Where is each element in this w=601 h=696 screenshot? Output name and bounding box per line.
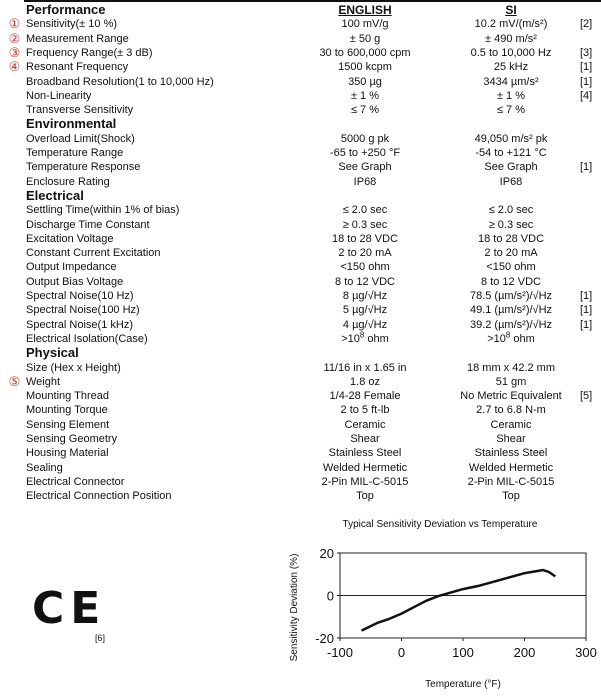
value-exponent: 8 — [505, 330, 511, 340]
top-rule — [24, 0, 601, 2]
spec-label: Transverse Sensitivity — [26, 104, 134, 117]
value-base: >10 — [341, 332, 360, 345]
si-value: 2.7 to 6.8 N-m — [476, 404, 546, 417]
si-value: 51 gm — [495, 375, 527, 388]
english-value: 350 µg — [348, 75, 382, 88]
spec-row — [0, 203, 601, 217]
section-title: Environmental — [26, 116, 117, 132]
si-value: ≥ 0.3 sec — [488, 218, 534, 231]
spec-label: Output Impedance — [26, 261, 117, 274]
english-value: 1500 kcpm — [338, 61, 392, 74]
spec-label: Non-Linearity — [26, 89, 92, 102]
section-header-physical — [0, 346, 601, 360]
spec-label: Excitation Voltage — [26, 232, 114, 245]
english-value: 1/4-28 Female — [329, 390, 401, 403]
english-value: ≥ 0.3 sec — [342, 218, 388, 231]
spec-row — [0, 418, 601, 432]
y-tick-label: 20 — [319, 546, 334, 561]
spec-label: Spectral Noise(10 Hz) — [26, 290, 134, 302]
si-value: ≤ 7 % — [496, 104, 526, 117]
spec-label: Housing Material — [26, 447, 109, 460]
english-value: 2-Pin MIL-C-5015 — [321, 475, 409, 488]
si-value: ± 1 % — [496, 89, 526, 102]
si-value — [442, 332, 580, 346]
footnote-ref: [1] — [580, 318, 593, 331]
value-exponent: 8 — [359, 330, 365, 340]
english-value: 5000 g pk — [340, 132, 390, 145]
si-value: 3434 µm/s² — [483, 75, 539, 88]
si-value: 8 to 12 VDC — [481, 275, 541, 288]
callout-number-icon: ④ — [8, 59, 21, 75]
spec-row — [0, 446, 601, 460]
si-value: 49.1 (µm/s²)/√Hz — [469, 304, 553, 317]
spec-row — [0, 489, 601, 503]
english-value: 100 mV/g — [341, 18, 389, 31]
spec-row — [0, 332, 601, 346]
spec-row — [0, 75, 601, 89]
english-value: 5 µg/√Hz — [342, 304, 388, 317]
spec-label: Output Bias Voltage — [26, 275, 124, 288]
si-value: 39.2 (µm/s²)/√Hz — [469, 318, 553, 331]
si-value: 25 kHz — [493, 61, 529, 74]
english-value: Stainless Steel — [328, 447, 402, 460]
spec-row — [0, 175, 601, 189]
english-value: 2 to 20 mA — [338, 247, 392, 260]
english-value: 8 to 12 VDC — [335, 275, 395, 288]
value-unit: ohm — [364, 332, 389, 345]
english-value: Ceramic — [344, 418, 386, 431]
english-value: 18 to 28 VDC — [331, 232, 399, 245]
callout-number-icon: ③ — [8, 44, 21, 60]
y-tick-label: 0 — [326, 588, 334, 604]
english-value: ± 1 % — [350, 89, 380, 102]
spec-label: Size (Hex x Height) — [26, 361, 121, 374]
spec-label: Overload Limit(Shock) — [26, 132, 135, 145]
english-value: ± 50 g — [349, 32, 381, 45]
sensitivity-temperature-chart — [280, 530, 601, 696]
english-value: 30 to 600,000 cpm — [319, 46, 411, 59]
si-value: ≤ 2.0 sec — [488, 204, 534, 217]
si-value: Welded Hermetic — [468, 461, 554, 474]
si-value: 49,050 m/s² pk — [474, 132, 548, 145]
english-value: 1.8 oz — [350, 375, 380, 388]
english-value: ≤ 2.0 sec — [342, 204, 388, 217]
chart-title: Typical Sensitivity Deviation vs Temperature — [342, 519, 538, 530]
section-header-electrical — [0, 189, 601, 203]
english-value: Top — [356, 490, 374, 503]
footnote-ref: [2] — [580, 18, 593, 31]
spec-label: Temperature Response — [26, 161, 141, 174]
x-tick-label: 300 — [575, 645, 597, 660]
spec-label: Broadband Resolution(1 to 10,000 Hz) — [26, 75, 214, 88]
english-value: 4 µg/√Hz — [342, 318, 388, 331]
spec-label: Weight — [26, 375, 61, 388]
spec-row — [0, 375, 601, 389]
spec-label: Constant Current Excitation — [26, 247, 161, 260]
english-value: Welded Hermetic — [322, 461, 408, 474]
si-value: 78.5 (µm/s²)/√Hz — [469, 290, 553, 302]
english-value: -65 to +250 °F — [329, 147, 401, 159]
footnote-ref: [1] — [580, 75, 593, 88]
footnote-ref: [1] — [580, 61, 593, 74]
english-value: 8 µg/√Hz — [342, 290, 388, 302]
spec-row — [0, 246, 601, 260]
english-value: Shear — [350, 433, 380, 445]
spec-row — [0, 89, 601, 103]
si-value: 2-Pin MIL-C-5015 — [467, 475, 555, 488]
spec-label: Measurement Range — [26, 32, 129, 45]
spec-row — [0, 160, 601, 174]
footnote-ref: [1] — [580, 304, 593, 317]
si-value: See Graph — [484, 161, 538, 174]
si-value: 0.5 to 10,000 Hz — [470, 46, 552, 59]
spec-row — [0, 60, 601, 74]
spec-row — [0, 32, 601, 46]
section-header-performance — [0, 3, 601, 17]
spec-row — [0, 432, 601, 446]
spec-label: Spectral Noise(1 kHz) — [26, 318, 133, 331]
si-value: 18 to 28 VDC — [477, 232, 545, 245]
english-value: 2 to 5 ft-lb — [340, 404, 390, 417]
footnote-ref: [3] — [580, 46, 593, 59]
value-base: >10 — [487, 332, 506, 345]
spec-row — [0, 475, 601, 489]
spec-label: Mounting Thread — [26, 390, 109, 403]
spec-row — [0, 232, 601, 246]
spec-row — [0, 303, 601, 317]
spec-row — [0, 275, 601, 289]
spec-label: Discharge Time Constant — [26, 218, 150, 231]
spec-row — [0, 318, 601, 332]
x-axis-label: Temperature (°F) — [425, 679, 501, 690]
spec-label: Spectral Noise(100 Hz) — [26, 304, 140, 317]
si-value: 10.2 mV/(m/s²) — [474, 18, 548, 31]
spec-label: Resonant Frequency — [26, 61, 129, 74]
spec-row — [0, 289, 601, 303]
spec-label: Electrical Connection Position — [26, 490, 172, 503]
spec-row — [0, 17, 601, 31]
x-tick-label: 200 — [513, 645, 536, 660]
callout-number-icon: ① — [8, 16, 21, 32]
spec-row — [0, 361, 601, 375]
spec-label: Sensing Geometry — [26, 433, 118, 445]
spec-label: Temperature Range — [26, 147, 124, 159]
english-value: ≤ 7 % — [350, 104, 380, 117]
spec-label: Enclosure Rating — [26, 175, 110, 188]
si-value: Ceramic — [490, 418, 532, 431]
spec-row — [0, 389, 601, 403]
si-value: 18 mm x 42.2 mm — [466, 361, 556, 374]
spec-row — [0, 146, 601, 160]
spec-row — [0, 403, 601, 417]
english-value: IP68 — [353, 175, 377, 188]
y-tick-label: -20 — [315, 631, 334, 646]
x-tick-label: -100 — [326, 645, 354, 660]
si-value: 2 to 20 mA — [484, 247, 538, 260]
spec-label: Sensing Element — [26, 418, 110, 431]
footnote-ref: [1] — [580, 161, 593, 174]
x-tick-label: 100 — [452, 645, 474, 660]
callout-number-icon: ⑤ — [8, 373, 21, 389]
si-value: ± 490 m/s² — [485, 32, 537, 45]
ce-footnote: [6] — [95, 633, 106, 643]
spec-row — [0, 218, 601, 232]
si-value: Top — [502, 490, 520, 503]
si-value: Stainless Steel — [474, 447, 548, 460]
spec-row — [0, 132, 601, 146]
spec-label: Mounting Torque — [26, 404, 108, 417]
english-value — [290, 332, 440, 346]
footnote-ref: [4] — [580, 89, 593, 102]
footnote-ref: [5] — [580, 390, 593, 403]
si-column-header: SI — [505, 3, 517, 17]
spec-label: Sensitivity(± 10 %) — [26, 18, 118, 31]
x-tick-label: 0 — [397, 645, 406, 660]
si-value: <150 ohm — [486, 261, 536, 274]
section-header-environmental — [0, 117, 601, 131]
si-value: -54 to +121 °C — [475, 147, 547, 159]
si-value: Shear — [496, 433, 526, 445]
spec-label: Electrical Connector — [26, 475, 125, 488]
footnote-ref: [1] — [580, 290, 593, 302]
callout-number-icon: ② — [8, 30, 21, 46]
spec-label: Settling Time(within 1% of bias) — [26, 204, 180, 217]
sensitivity-curve — [362, 570, 556, 631]
english-value: See Graph — [338, 161, 392, 174]
english-column-header: ENGLISH — [338, 3, 392, 17]
ce-mark: CE — [32, 583, 107, 634]
english-value: 11/16 in x 1.65 in — [323, 361, 407, 374]
si-value: IP68 — [499, 175, 523, 188]
spec-row — [0, 46, 601, 60]
y-axis-label: Sensitivity Deviation (%) — [289, 553, 300, 662]
spec-row — [0, 461, 601, 475]
spec-row — [0, 260, 601, 274]
spec-label: Sealing — [26, 461, 63, 474]
si-value: No Metric Equivalent — [460, 390, 562, 403]
english-value: <150 ohm — [340, 261, 390, 274]
section-title: Electrical — [26, 187, 84, 203]
value-unit: ohm — [510, 332, 535, 345]
spec-row — [0, 103, 601, 117]
section-title: Physical — [26, 345, 79, 361]
spec-label: Electrical Isolation(Case) — [26, 332, 148, 345]
section-title: Performance — [26, 2, 106, 17]
spec-label: Frequency Range(± 3 dB) — [26, 46, 153, 59]
